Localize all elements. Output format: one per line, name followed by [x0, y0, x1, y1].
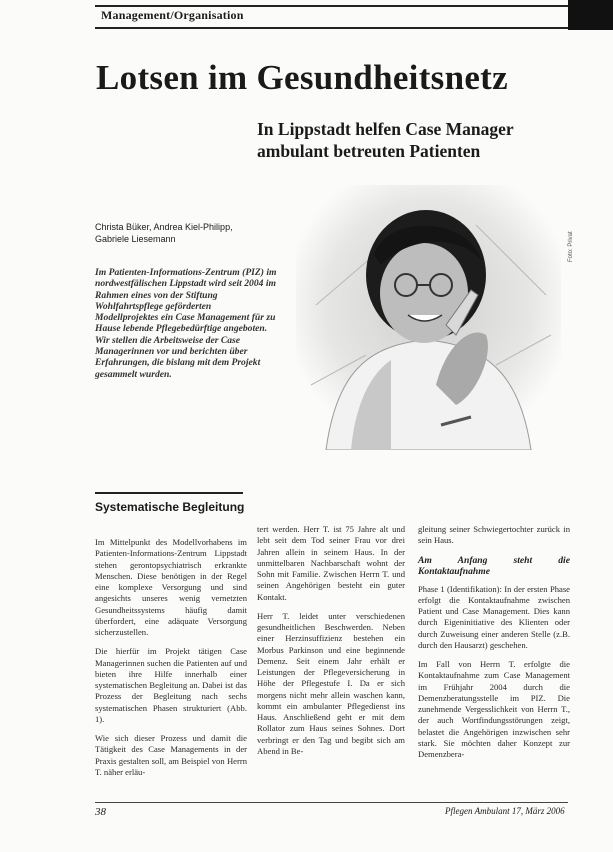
body-column-2 — [257, 524, 405, 765]
header-rule — [95, 27, 568, 29]
corner-block — [568, 0, 613, 30]
paragraph: Herr T. leidet unter verschiedenen gesundheitlichen Beschwerden. Neben einer Herzinsuffizienz bestehen ein Morbus Parkinson und eine beginnende Demenz. Seit einem Jahr erhält er Leistungen der Pflegeversicherung in Höhe der Pflegestufe I. Da er sich morgens nicht mehr allein waschen kann, kommt ein ambulanter Pflegedienst ins Haus. Anschließend geht er mit dem Rollator zum Haus seines Sohnes. Dort verbringt er den Tag und begibt sich am Abend in Be- — [257, 610, 405, 756]
page-number: 38 — [95, 806, 106, 818]
body-column-1 — [95, 537, 247, 786]
paragraph: Die hierfür im Projekt tätigen Case Managerinnen suchen die Patienten auf und bieten ihre Hilfe innerhalb einer systematischen Begleitung an. Dabei ist das Prozess der Begleitung nach sechs systematischen Phasen strukturiert (Abb. 1). — [95, 646, 247, 724]
subtitle-line-2: ambulant betreuten Patienten — [257, 141, 481, 161]
section-heading: Systematische Begleitung — [95, 500, 245, 514]
authors-line-1: Christa Büker, Andrea Kiel-Philipp, — [95, 222, 233, 232]
author-photo — [296, 185, 561, 450]
body-column-3 — [418, 524, 570, 768]
paragraph: tert werden. Herr T. ist 75 Jahre alt und lebt seit dem Tod seiner Frau vor drei Jahren allein in seinem Haus. In der unmittelbaren Nachbarschaft wohnt der Sohn mit Familie. Zwischen Herrn T. und seinen Angehörigen besteht ein guter Kontakt. — [257, 524, 405, 602]
paragraph: Wie sich dieser Prozess und damit die Tätigkeit des Case Managements in der Praxis gestalten soll, am Beispiel von Herrn T. näher erläu- — [95, 733, 247, 777]
intro-text: Im Patienten-Informations-Zentrum (PIZ) im nordwestfälischen Lippstadt wird seit 2004 im Rahmen eines von der Stiftung Wohlfahrtspflege geförderten Modellprojektes ein Case Management für zu Hause lebende Pflegebedürftige angeboten. Wir stellen die Arbeitsweise der Case Managerinnen vor und berichten über Erfahrungen, die bislang mit dem Projekt gesammelt wurden. — [95, 267, 277, 380]
subtitle-line-1: In Lippstadt helfen Case Manager — [257, 119, 514, 139]
top-rule — [95, 5, 568, 7]
paragraph: Phase 1 (Identifikation): In der ersten Phase erfolgt die Kontaktaufnahme zwischen Patient und Case Management. Dies kann durch Eigeninitiative des Klienten oder durch Zuweisung einer anderen Stelle (z.B. durch den Hausarzt) geschehen. — [418, 583, 570, 650]
section-rule — [95, 492, 243, 494]
footer-rule — [95, 802, 568, 803]
subheading: Am Anfang steht die Kontaktaufnahme — [418, 554, 570, 577]
journal-footer: Pflegen Ambulant 17, März 2006 — [445, 806, 565, 816]
article-title: Lotsen im Gesundheitsnetz — [96, 58, 508, 97]
paragraph: Im Fall von Herrn T. erfolgte die Kontaktaufnahme zum Case Management im Frühjahr 2004 durch die Demenzberatungsstelle im PIZ. Die zunehmende Vergesslichkeit von Herrn T., der auch Wortfindungsstörungen zeigt, belastet die Angehörigen inzwischen sehr stark. Sie möchten daher Konzept zur Demenzbera- — [418, 659, 570, 759]
article-subtitle — [257, 118, 557, 162]
paragraph: gleitung seiner Schwiegertochter zurück in sein Haus. — [418, 524, 570, 546]
photo-credit: Foto: Privat — [568, 231, 574, 262]
section-label: Management/Organisation — [101, 8, 244, 22]
authors — [95, 221, 270, 245]
authors-line-2: Gabriele Liesemann — [95, 234, 176, 244]
paragraph: Im Mittelpunkt des Modellvorhabens im Patienten-Informations-Zentrum Lippstadt stehen gerontopsychiatrisch erkrankte Menschen. Diese benötigen in der Regel eine komplexe Versorgung und sind angesichts unseres wenig vernetzten Gesundheitssystems häufig damit überfordert, eine adäquate Versorgung sicherzustellen. — [95, 537, 247, 637]
